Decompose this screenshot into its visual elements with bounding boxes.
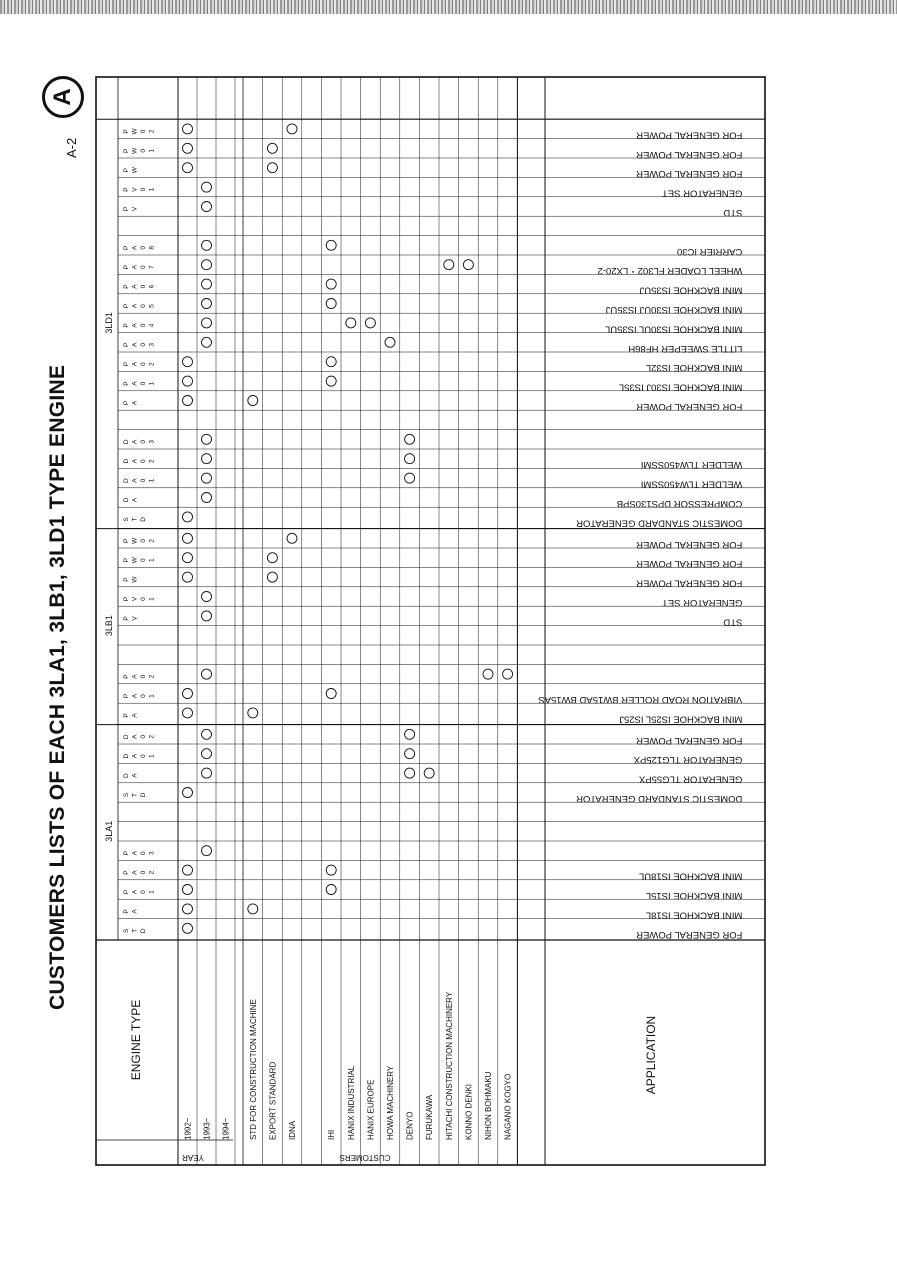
marker-circle xyxy=(183,376,193,386)
marker-circle xyxy=(405,729,415,739)
column-code-letter: 8 xyxy=(148,245,156,250)
column-code-letter: P xyxy=(123,129,130,134)
marker-circle xyxy=(326,279,336,289)
page-number: A-2 xyxy=(64,137,79,158)
application-label: STD xyxy=(723,207,743,218)
year-axis-label: YEAR xyxy=(182,1153,204,1162)
column-code-letter: 1 xyxy=(148,597,156,601)
application-label: FOR GENERAL POWER xyxy=(636,538,743,550)
column-code-letter: A xyxy=(131,870,139,875)
application-label: LITTLE SWEEPER HF86H xyxy=(628,342,743,354)
engine-group-label: 3LA1 xyxy=(104,820,114,842)
application-label: CARRIER IC30 xyxy=(676,245,743,257)
marker-circle xyxy=(267,163,277,173)
marker-circle xyxy=(183,885,193,895)
column-code-letter: P xyxy=(123,187,130,192)
column-code-letter: 0 xyxy=(140,245,147,250)
column-code-letter: A xyxy=(131,693,139,699)
column-code-letter: 0 xyxy=(140,870,147,875)
marker-circle xyxy=(202,202,212,212)
customer-label: HITACHI CONSTRUCTION MACHINERY xyxy=(444,991,454,1140)
column-code-letter: 0 xyxy=(140,342,147,347)
column-code-letter: P xyxy=(123,558,130,563)
marker-circle xyxy=(183,396,193,406)
application-label: MINI BACKHOE IS30UL IS35UL xyxy=(604,323,743,335)
column-code-letter: P xyxy=(123,577,130,582)
marker-circle xyxy=(287,124,297,134)
column-code-letter: T xyxy=(131,517,139,522)
application-label: DOMESTIC STANDARD GENERATOR xyxy=(576,793,743,804)
column-code-letter: 0 xyxy=(140,323,147,328)
application-label: VIBRATION ROAD ROLLER BW15AD BW15AS xyxy=(538,694,743,705)
column-code-letter: A xyxy=(131,459,139,464)
column-code-letter: 0 xyxy=(140,851,147,856)
column-code-letter: 1 xyxy=(148,694,156,698)
marker-circle xyxy=(326,885,336,895)
marker-circle xyxy=(202,729,212,739)
marker-circle xyxy=(248,708,258,718)
application-label: MINI BACKHOE IS32L xyxy=(645,362,743,374)
marker-circle xyxy=(202,454,212,464)
column-code-letter: 2 xyxy=(148,734,156,739)
application-label: FOR GENERAL POWER xyxy=(636,734,743,746)
column-code-letter: 0 xyxy=(140,890,147,894)
application-label: GENERATOR SET xyxy=(661,597,743,608)
column-code-letter: V xyxy=(131,206,139,212)
application-label: FOR GENERAL POWER xyxy=(636,928,743,940)
marker-circle xyxy=(202,318,212,328)
marker-circle xyxy=(183,708,193,718)
marker-circle xyxy=(326,240,336,250)
column-code-letter: 0 xyxy=(140,674,147,679)
column-code-letter: A xyxy=(131,400,139,406)
year-label: 1992~ xyxy=(183,1117,193,1140)
column-code-letter: A xyxy=(131,734,139,739)
customer-label: EXPORT STANDARD xyxy=(268,1061,278,1140)
column-code-letter: D xyxy=(123,458,130,464)
section-badge: A xyxy=(42,76,84,118)
marker-circle xyxy=(405,768,415,778)
column-code-letter: P xyxy=(123,362,130,367)
marker-circle xyxy=(202,768,212,778)
column-code-letter: A xyxy=(131,381,139,386)
marker-circle xyxy=(183,533,193,543)
marker-circle xyxy=(202,473,212,483)
column-code-letter: D xyxy=(123,478,130,483)
column-code-letter: 2 xyxy=(148,459,156,464)
marker-circle xyxy=(202,337,212,347)
column-code-letter: P xyxy=(123,400,130,406)
page-title: CUSTOMERS LISTS OF EACH 3LA1, 3LB1, 3LD1 TYPE ENGINE xyxy=(46,364,69,1010)
marker-circle xyxy=(202,434,212,444)
column-code-letter: 0 xyxy=(140,558,147,563)
column-code-letter: W xyxy=(131,147,139,154)
marker-circle xyxy=(405,473,415,483)
column-code-letter: 0 xyxy=(140,694,147,698)
column-code-letter: 1 xyxy=(148,187,156,192)
marker-circle xyxy=(183,865,193,875)
marker-circle xyxy=(326,376,336,386)
customer-label: NIHON BOHMAKU xyxy=(484,1071,493,1140)
marker-circle xyxy=(267,143,277,153)
column-code-letter: W xyxy=(131,557,139,564)
column-code-letter: D xyxy=(123,773,130,778)
column-code-letter: 2 xyxy=(148,538,156,543)
application-header: APPLICATION xyxy=(644,1015,658,1095)
column-code-letter: 1 xyxy=(148,558,156,563)
marker-circle xyxy=(183,163,193,173)
column-code-letter: P xyxy=(123,909,130,914)
customer-label: KONNO DENKI xyxy=(464,1083,474,1140)
column-code-letter: 2 xyxy=(148,362,156,367)
column-code-letter: 3 xyxy=(148,439,156,444)
column-code-letter: A xyxy=(131,362,139,367)
column-code-letter: V xyxy=(131,596,139,602)
marker-circle xyxy=(365,318,375,328)
column-code-letter: 0 xyxy=(140,362,147,367)
engine-group-label: 3LD1 xyxy=(104,312,114,334)
marker-circle xyxy=(405,454,415,464)
application-label: MINI BACKHOE IS30UJ IS35UJ xyxy=(605,304,743,315)
application-label: MINI BACKHOE IS30J IS35L xyxy=(618,381,743,393)
column-code-letter: P xyxy=(123,674,130,679)
column-code-letter: A xyxy=(131,851,139,856)
column-code-letter: 6 xyxy=(148,284,156,289)
column-code-letter: P xyxy=(123,538,130,543)
application-label: DOMESTIC STANDARD GENERATOR xyxy=(576,517,743,529)
column-code-letter: P xyxy=(123,889,130,895)
column-code-letter: W xyxy=(131,576,139,583)
application-label: COMPRESSOR DPS130SPB xyxy=(616,498,743,509)
column-code-letter: S xyxy=(123,792,130,798)
column-code-letter: 4 xyxy=(148,323,156,328)
marker-circle xyxy=(483,669,493,679)
engine-group-label: 3LB1 xyxy=(104,615,114,637)
column-code-letter: A xyxy=(131,674,139,679)
application-label: WHEEL LOADER FL302・LX20-2 xyxy=(597,265,743,277)
column-code-letter: A xyxy=(131,889,139,895)
column-code-letter: D xyxy=(140,792,147,798)
column-code-letter: 2 xyxy=(148,674,156,679)
application-label: MINI BACKHOE IS25L IS25J xyxy=(619,713,743,725)
marker-circle xyxy=(444,260,454,270)
column-code-letter: 1 xyxy=(148,478,156,483)
marker-circle xyxy=(183,357,193,367)
year-label: 1993~ xyxy=(202,1117,212,1140)
column-code-letter: P xyxy=(123,148,130,153)
column-code-letter: A xyxy=(131,245,139,250)
column-code-letter: A xyxy=(131,303,139,309)
column-code-letter: 0 xyxy=(140,439,147,444)
column-code-letter: P xyxy=(123,245,130,250)
marker-circle xyxy=(202,182,212,192)
marker-circle xyxy=(463,260,473,270)
column-code-letter: 0 xyxy=(140,304,147,308)
application-label: FOR GENERAL POWER xyxy=(636,401,743,412)
marker-circle xyxy=(183,689,193,699)
marker-circle xyxy=(202,749,212,759)
column-code-letter: W xyxy=(131,167,139,174)
column-code-letter: A xyxy=(131,323,139,328)
column-code-letter: W xyxy=(131,128,139,135)
marker-circle xyxy=(503,669,513,679)
marker-circle xyxy=(202,493,212,503)
customer-label: DENYO xyxy=(405,1111,415,1140)
column-code-letter: A xyxy=(131,754,139,759)
column-code-letter: 1 xyxy=(148,381,156,386)
marker-circle xyxy=(326,865,336,875)
application-label: FOR GENERAL POWER xyxy=(636,577,743,589)
column-code-letter: 0 xyxy=(140,381,147,386)
column-code-letter: P xyxy=(123,693,130,699)
application-label: MINI BACKHOE IS18UL xyxy=(638,870,743,882)
marker-circle xyxy=(346,318,356,328)
marker-circle xyxy=(183,904,193,914)
customers-axis-label: CUSTOMERS xyxy=(339,1153,391,1162)
column-code-letter: P xyxy=(123,206,130,212)
column-code-letter: A xyxy=(131,909,139,914)
customer-label: IHI xyxy=(327,1129,337,1140)
customer-label: NAGANO KOGYO xyxy=(503,1073,513,1140)
column-code-letter: 0 xyxy=(140,187,147,192)
customer-label: HOWA MACHINERY xyxy=(386,1065,395,1140)
marker-circle xyxy=(405,434,415,444)
application-label: FOR GENERAL POWER xyxy=(636,168,743,180)
application-label: FOR GENERAL POWER xyxy=(636,129,743,141)
application-label: GENERATOR SET xyxy=(661,187,743,199)
marker-circle xyxy=(183,512,193,522)
column-code-letter: P xyxy=(123,851,130,856)
column-code-letter: 3 xyxy=(148,342,156,347)
column-code-letter: A xyxy=(131,284,139,289)
column-code-letter: 7 xyxy=(148,265,156,270)
marker-circle xyxy=(385,337,395,347)
marker-circle xyxy=(202,669,212,679)
marker-circle xyxy=(326,299,336,309)
year-label: 1994~ xyxy=(221,1117,231,1140)
marker-circle xyxy=(202,846,212,856)
column-code-letter: 0 xyxy=(140,478,147,483)
customer-label: FURUKAWA xyxy=(425,1094,435,1140)
marker-circle xyxy=(202,299,212,309)
column-code-letter: T xyxy=(131,928,139,933)
marker-circle xyxy=(326,357,336,367)
column-code-letter: V xyxy=(131,616,139,621)
application-label: FOR GENERAL POWER xyxy=(636,558,743,570)
marker-circle xyxy=(183,124,193,134)
column-code-letter: V xyxy=(131,187,139,192)
column-code-letter: 0 xyxy=(140,265,147,270)
marker-circle xyxy=(248,396,258,406)
application-label: WELDER TLW450SSMI xyxy=(640,478,743,490)
column-code-letter: P xyxy=(123,713,130,718)
column-code-letter: P xyxy=(123,616,130,621)
application-label: GENERATOR TLG125PX xyxy=(633,754,743,766)
column-code-letter: P xyxy=(123,265,130,270)
column-code-letter: P xyxy=(123,284,130,289)
column-code-letter: 0 xyxy=(140,284,147,289)
customer-label: HANIX EUROPE xyxy=(366,1079,376,1140)
column-code-letter: A xyxy=(131,342,139,347)
marker-circle xyxy=(424,768,434,778)
application-label: MINI BACKHOE IS35UJ xyxy=(639,284,743,296)
application-label: MINI BACKHOE IS18L xyxy=(645,909,743,921)
customer-label: STD FOR CONSTRUCTION MACHINE xyxy=(248,999,258,1140)
customer-label: IDNA xyxy=(288,1120,297,1140)
marker-circle xyxy=(267,553,277,563)
marker-circle xyxy=(326,689,336,699)
marker-circle xyxy=(248,904,258,914)
column-code-letter: A xyxy=(131,713,139,718)
column-code-letter: A xyxy=(131,497,139,503)
column-code-letter: P xyxy=(123,596,130,602)
marker-circle xyxy=(202,611,212,621)
application-label: WELDER TLW450SSMI xyxy=(640,459,743,471)
column-code-letter: S xyxy=(123,517,130,522)
marker-circle xyxy=(202,279,212,289)
application-label: MINI BACKHOE IS15L xyxy=(645,890,743,901)
column-code-letter: 1 xyxy=(148,754,156,759)
application-label: GENERATOR TLG55PX xyxy=(638,773,743,785)
table-frame xyxy=(96,77,765,1165)
column-code-letter: P xyxy=(123,303,130,309)
column-code-letter: 1 xyxy=(148,148,156,153)
marker-circle xyxy=(287,533,297,543)
column-code-letter: 0 xyxy=(140,459,147,464)
marker-circle xyxy=(405,749,415,759)
customer-label: HANIX INDUSTRIAL xyxy=(346,1065,356,1140)
column-code-letter: D xyxy=(140,928,147,934)
column-code-letter: 0 xyxy=(140,754,147,759)
application-label: FOR GENERAL POWER xyxy=(636,148,743,160)
column-code-letter: A xyxy=(131,773,139,778)
engine-type-label: ENGINE TYPE xyxy=(129,999,143,1081)
column-code-letter: S xyxy=(123,928,130,933)
marker-circle xyxy=(183,923,193,933)
column-code-letter: 2 xyxy=(148,870,156,875)
column-code-letter: W xyxy=(131,537,139,544)
column-code-letter: T xyxy=(131,793,139,797)
column-code-letter: 0 xyxy=(140,597,147,601)
marker-circle xyxy=(183,572,193,582)
column-code-letter: P xyxy=(123,381,130,386)
column-code-letter: A xyxy=(131,439,139,444)
marker-circle xyxy=(267,572,277,582)
column-code-letter: P xyxy=(123,168,130,173)
column-code-letter: 0 xyxy=(140,538,147,543)
column-code-letter: D xyxy=(123,439,130,445)
marker-circle xyxy=(202,592,212,602)
column-code-letter: A xyxy=(131,265,139,270)
column-code-letter: D xyxy=(123,753,130,759)
marker-circle xyxy=(183,143,193,153)
column-code-letter: 3 xyxy=(148,851,156,856)
column-code-letter: 5 xyxy=(148,304,156,308)
marker-circle xyxy=(183,788,193,798)
column-code-letter: 0 xyxy=(140,129,147,134)
marker-circle xyxy=(202,240,212,250)
column-code-letter: P xyxy=(123,870,130,875)
column-code-letter: 0 xyxy=(140,734,147,739)
column-code-letter: P xyxy=(123,342,130,347)
column-code-letter: 0 xyxy=(140,148,147,153)
column-code-letter: D xyxy=(140,517,147,522)
column-code-letter: 1 xyxy=(148,890,156,894)
column-code-letter: P xyxy=(123,323,130,328)
column-code-letter: D xyxy=(123,734,130,740)
marker-circle xyxy=(202,260,212,270)
column-code-letter: A xyxy=(131,478,139,483)
column-code-letter: 2 xyxy=(148,129,156,134)
application-label: STD xyxy=(723,616,743,628)
column-code-letter: D xyxy=(123,497,130,503)
marker-circle xyxy=(183,553,193,563)
